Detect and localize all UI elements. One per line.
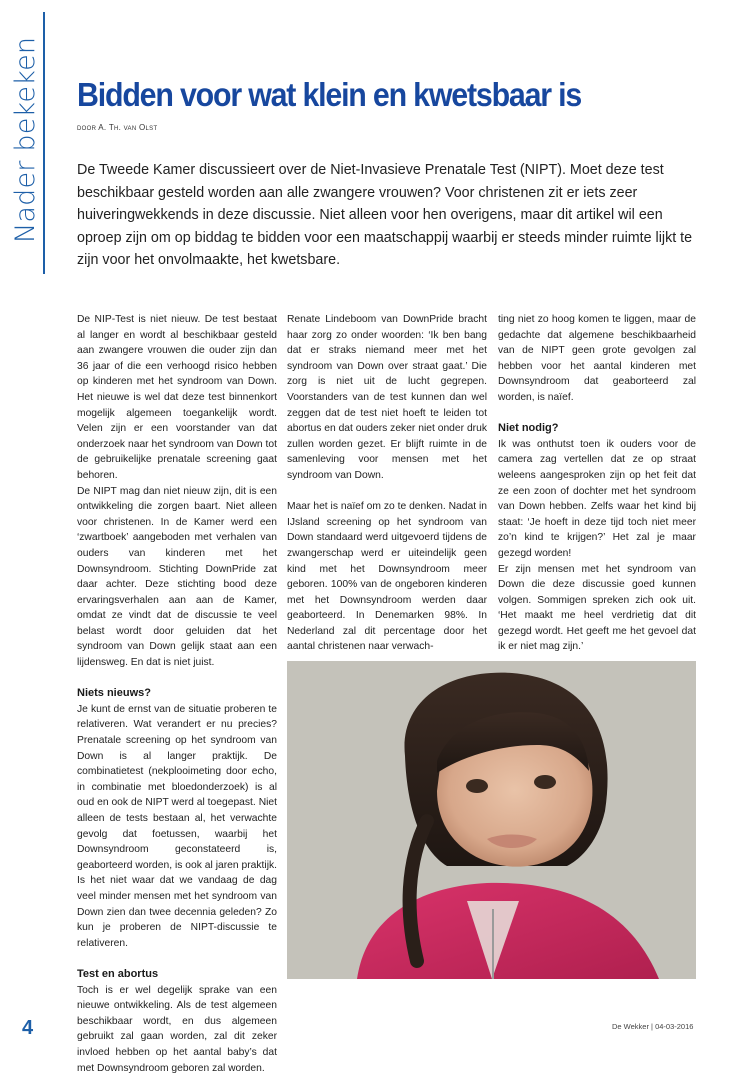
section-heading-niet-nodig: Niet nodig? xyxy=(498,422,559,435)
paragraph: De NIP-Test is niet nieuw. De test bestaat al langer en wordt al beschikbaar gesteld aan zwangere vrouwen die ouder zijn dan 36 jaar of die een verhoogd risico hebben op kinderen met het syndroom van Down. Het nieuwe is wel dat deze test binnenkort mogelijk algemeen toegankelijk wordt. Velen zijn er een voorstander van dat onderzoek naar het syndroom van Down tot de gebruikelijke prenatale screening gaat behoren. xyxy=(77,314,277,481)
paragraph: ting niet zo hoog komen te liggen, maar de gedachte dat algemene beschikbaarheid van de NIPT geen grote gevolgen zal hebben voor het aantal kinderen met Downsyndroom dat geaborteerd zal worden, is naïef. xyxy=(498,314,696,403)
column-3 xyxy=(498,312,696,655)
section-rule xyxy=(43,12,45,274)
publication-footer: De Wekker | 04-03-2016 xyxy=(612,1022,694,1031)
section-heading-niets-nieuws: Niets nieuws? xyxy=(77,687,151,700)
article-byline: door A. Th. van Olst xyxy=(77,123,158,132)
paragraph: Je kunt de ernst van de situatie proberen te relativeren. Wat verandert er nu precies? Prenatale screening op het syndroom van Down is al langer praktijk. De combinatietest (nekplooimeting door echo, in combinatie met bloedonderzoek) is al oud en ook de NIPT werd al toegepast. Niet alleen de tests bestaan al, het verwachte gevolg dat foetussen, waarbij het Downsyndroom geconstateerd is, geaborteerd worden, is ook al jaren praktijk. Is het niet waar dat we vandaag de dag veel minder mensen met het syndroom van Down zien dan twee decennia geleden? Zo kun je proberen de NIPT-discussie te relativeren. xyxy=(77,703,277,949)
paragraph: Toch is er wel degelijk sprake van een nieuwe ontwikkeling. Als de test algemeen beschikbaar wordt, en dus algemeen gebruikt zal gaan worden, zal dit zeker invloed hebben op het aantal baby’s dat met Downsyndroom geboren zal worden. xyxy=(77,984,277,1074)
article-title: Bidden voor wat klein en kwetsbaar is xyxy=(77,76,582,113)
section-label-text: Nader bekeken xyxy=(10,36,41,243)
paragraph: De NIPT mag dan niet nieuw zijn, dit is een ontwikkeling die zorgen baart. Niet alleen voor christenen. In de Kamer werd een ‘zwartboek’ aangeboden met verhalen van ouders van kinderen met het Downsyndroom. Stichting DownPride zat daar achter. Deze stichting bood deze ervaringsverhalen aan aan de Kamer, omdat ze vindt dat de discussie te veel belast wordt door geluiden dat het syndroom van Down gelijk staat aan een lijdensweg. En dat is niet juist. xyxy=(77,485,277,669)
article-photo xyxy=(287,661,696,979)
paragraph: Maar het is naïef om zo te denken. Nadat in IJsland screening op het syndroom van Down standaard werd uitgevoerd tijdens de zwangerschap werd er uiteindelijk geen kind met het Downsyndroom meer geboren. 100% van de ongeboren kinderen met het Downsyndroom werden daar geaborteerd. In Denemarken 98%. In Nederland zal dit percentage door het aantal christenen naar verwach- xyxy=(287,501,487,653)
paragraph: Renate Lindeboom van DownPride bracht haar zorg zo onder woorden: ‘Ik ben bang dat er straks niemand meer met het syndroom van Down over straat gaat.’ Die zorg is niet uit de lucht gegrepen. Voorstanders van de test kunnen dan wel zeggen dat de test niet hoeft te leiden tot abortus en dat ouders zeker niet onder druk zullen worden gezet. Er blijft ruimte in de samenleving voor mensen met het syndroom van Down. xyxy=(287,314,487,481)
paragraph: Er zijn mensen met het syndroom van Down die deze discussie goed kunnen volgen. Sommigen spreken zich ook uit. ‘Het maakt me heel verdrietig dat dit gezegd wordt. Het geeft me het gevoel dat ik er niet mag zijn.’ xyxy=(498,563,696,653)
page-number: 4 xyxy=(22,1017,34,1039)
section-label xyxy=(6,12,44,274)
paragraph: Ik was onthutst toen ik ouders voor de camera zag vertellen dat ze op straat weleens aangesproken zijn op het feit dat ze een zoon of dochter met het syndroom van Down hebben. Zelfs waar het kind bij staat: ‘Je hoeft in deze tijd toch niet meer zo’n kind te krijgen?’ Het zal je maar gezegd worden! xyxy=(498,438,696,559)
column-1 xyxy=(77,312,277,1076)
child-portrait-illustration xyxy=(287,661,696,979)
column-2 xyxy=(287,312,487,655)
article-intro: De Tweede Kamer discussieert over de Niet-Invasieve Prenatale Test (NIPT). Moet deze test beschikbaar gesteld worden aan alle zwangere vrouwen? Voor christenen zit er iets zeer huiveringwekkends in deze discussie. Niet alleen voor hen overigens, maar dit artikel wil een oproep zijn om op biddag te bidden voor een maatschappij waarbij er steeds minder ruimte lijkt te zijn voor het onvolmaakte, het kwetsbare. xyxy=(77,162,693,269)
section-heading-test-en-abortus: Test en abortus xyxy=(77,967,159,980)
